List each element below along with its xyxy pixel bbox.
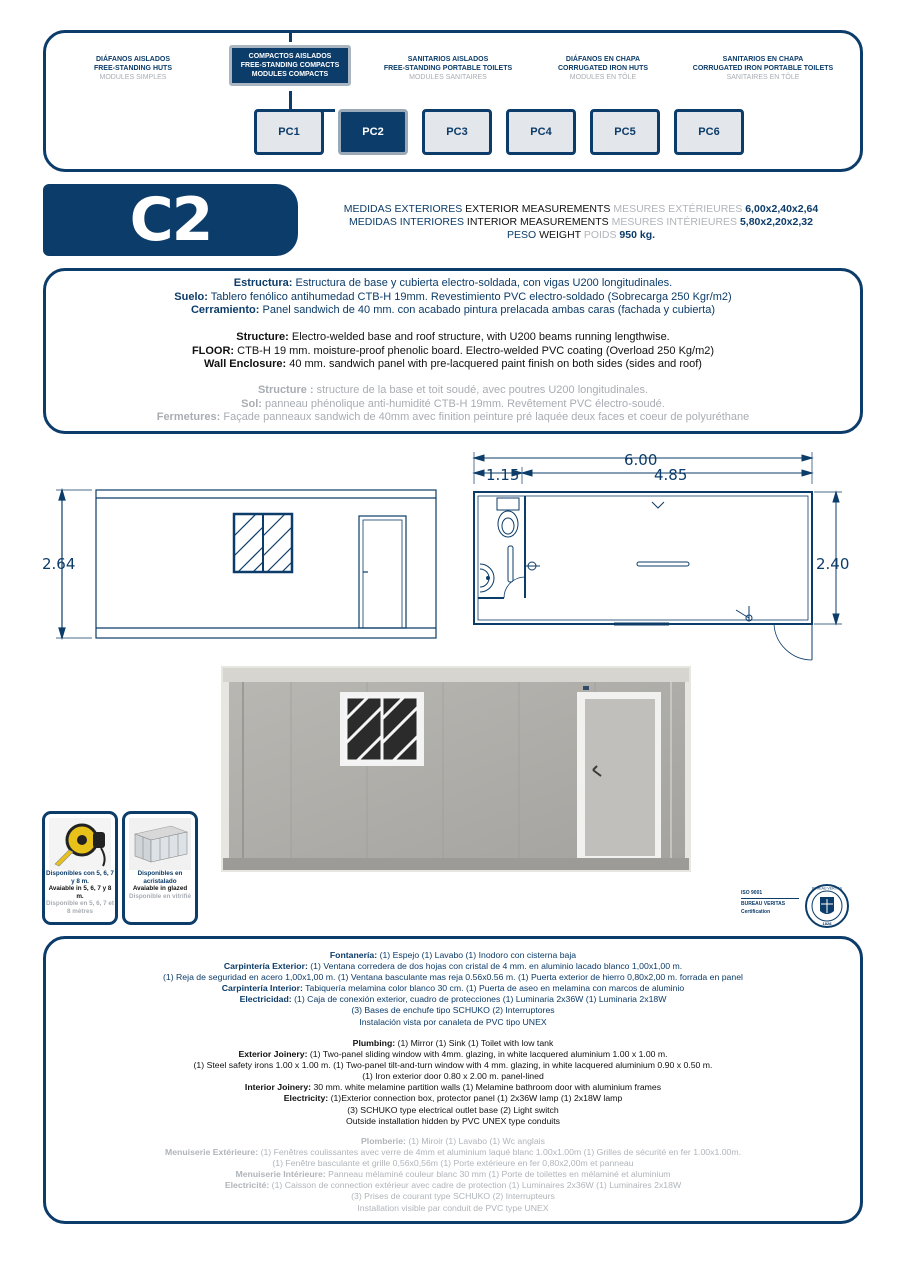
- category-free-standing-toilets[interactable]: SANITARIOS AISLADOS FREE-STANDING PORTABLE TOILETS MODULES SANITAIRES: [383, 56, 513, 81]
- specifications-panel: [43, 936, 863, 1224]
- model-button-pc3[interactable]: PC3: [422, 109, 492, 155]
- model-button-pc4[interactable]: PC4: [506, 109, 576, 155]
- width-dimension-label: 2.40: [816, 555, 850, 573]
- model-code-badge: [43, 184, 298, 256]
- specifications-fr: Plomberie: (1) Miroir (1) Lavabo (1) Wc anglais Menuiserie Extérieure: (1) Fenêtres coulissantes avec verre de 4mm et aluminium laqué blanc 1.00x1.00m (1) Grilles de sécurité en fer 1.00x1.00m. (1) Fenêtre basculante et grille 0,56x0,56m (1) Porte extérieure en fer 0,80x2,00m et panneau Menuiserie Intérieure: Panneau mélaminé couleur blanc 30 mm (1) Porte de toilettes en mélaminé et aluminium Electricité: (1) Caisson de connection extérieur avec cadre de protection (1) Luminaires 2x36W (1) Luminaires 2x18W (3) Prises de courant type SCHUKO (2) Interrupteurs Installation visible par conduit de PVC type UNEX: [164, 1136, 742, 1213]
- nav-connector-bottom: [289, 91, 292, 111]
- model-button-pc5[interactable]: PC5: [590, 109, 660, 155]
- description-en: Structure: Electro-welded base and roof structure, with U200 beams running lengthwise. FLOOR: CTB-H 19 mm. moisture-proof phenolic board. Electro-welded PVC coating (Overload 250 Kg/m2) Wall Enclosure: 40 mm. sandwich panel with pre-lacquered paint finish on both sides (sides and roof): [191, 331, 715, 370]
- description-es: Estructura: Estructura de base y cubierta electro-soldada, con vigas U200 longitudinales. Suelo: Tablero fenólico antihumedad CTB-H 19mm. Revestimiento PVC electro-soldado (Sobrecarga 250 Kgr/m2) Cerramiento: Panel sandwich de 40 mm. con acabado pintura prelacada ambas caras (fachada y cubierta): [174, 277, 732, 316]
- category-corrugated-iron-huts[interactable]: DIÁFANOS EN CHAPA CORRUGATED IRON HUTS MODULES EN TÔLE: [557, 56, 649, 81]
- module-category-nav: [43, 30, 863, 172]
- model-button-pc6[interactable]: PC6: [674, 109, 744, 155]
- iso-certification-logo: [741, 883, 853, 929]
- module-photo: [221, 666, 691, 872]
- certification-label: Certification: [741, 909, 771, 915]
- room-length-label: 4.85: [654, 466, 688, 484]
- length-dimension-label: 6.00: [624, 451, 658, 469]
- height-dimension-label: 2.64: [42, 555, 76, 573]
- specifications-en: Plumbing: (1) Mirror (1) Sink (1) Toilet with low tank Exterior Joinery: (1) Two-panel sliding window with 4mm. glazing, in white lacquered aluminium 1.00 x 1.00 m. (1) Steel safety irons 1.00 x 1.00 m. (1) Two-panel tilt-and-turn window with 4 mm. glazing, in white lacquered aluminium 0.90 x 0.50 m. (1) Iron exterior door 0.80 x 2.00 m. panel-lined Interior Joinery: 30 mm. white melamine partition walls (1) Melamine bathroom door with aluminium frames Electricity: (1)Exterior connection box, protector panel (1) 2x36W lamp (1) 2x18W lamp (3) SCHUKO type electrical outlet base (2) Light switch Outside installation hidden by PVC UNEX type conduits: [193, 1038, 713, 1126]
- model-code: C2: [129, 185, 212, 255]
- floor-plan-drawing: [464, 448, 864, 664]
- front-elevation-drawing: [38, 478, 448, 648]
- bureau-veritas-seal-icon: [803, 883, 851, 929]
- svg-text:1828: 1828: [822, 921, 832, 926]
- measurements-summary: [300, 203, 862, 242]
- toilet-length-label: 1.15: [486, 466, 520, 484]
- svg-text:BUREAU VERITAS: BUREAU VERITAS: [811, 886, 843, 891]
- model-button-pc1[interactable]: PC1: [254, 109, 324, 155]
- category-corrugated-iron-toilets[interactable]: SANITARIOS EN CHAPA CORRUGATED IRON PORTABLE TOILETS SANITAIRES EN TÔLE: [692, 56, 834, 81]
- nav-connector-top: [289, 30, 292, 42]
- certifier-name: BUREAU VERITAS: [741, 901, 786, 907]
- length-options-badge: Disponibles con 5, 6, 7 y 8 m. Avaiable in 5, 6, 7 y 8 m. Disponible en 5, 6, 7 et 8 mètres: [42, 811, 118, 925]
- tape-measure-icon: [49, 818, 111, 870]
- category-free-standing-huts[interactable]: DIÁFANOS AISLADOS FREE-STANDING HUTS MODULES SIMPLES: [93, 56, 173, 81]
- description-panel: [43, 268, 863, 434]
- iso-label: ISO 9001: [741, 890, 763, 896]
- description-fr: Structure : structure de la base et toit soudé, avec poutres U200 longitudinales. Sol: panneau phénolique anti-humidité CTB-H 19mm. Revêtement PVC électro-soudé. Fermetures: Façade panneaux sandwich de 40mm avec finition peinture pré laquée deux faces et coeur de polyuréthane: [156, 384, 750, 423]
- interior-measurements: MEDIDAS INTERIORES INTERIOR MEASUREMENTS MESURES INTÉRIEURES 5,80x2,20x2,32: [349, 216, 813, 228]
- glazed-option-badge: Disponibles en acristalado Avaiable in glazed Disponible en vitrifié: [122, 811, 198, 925]
- weight: PESO WEIGHT POIDS 950 kg.: [506, 229, 656, 241]
- glazed-module-icon: [129, 818, 191, 870]
- specifications-es: Fontanería: (1) Espejo (1) Lavabo (1) Inodoro con cisterna baja Carpintería Exterior: (1) Ventana corredera de dos hojas con cristal de 4 mm. en aluminio lacado blanco 1,00x1,00 m. (1) Reja de seguridad en acero 1,00x1,00 m. (1) Ventana basculante mas reja 0.56x0.56 m. (1) Puerta exterior de hierro 0,80x2,00 m. forrada en panel Carpintería Interior: Tabiquería melamina color blanco 30 cm. (1) Puerta de aseo en melamina con marcos de aluminio Electricidad: (1) Caja de conexión exterior, cuadro de protecciones (1) Luminaria 2x36W (1) Luminaria 2x18W (3) Bases de enchufe tipo SCHUKO (2) Interruptores Instalación vista por canaleta de PVC tipo UNEX: [163, 950, 743, 1027]
- model-button-pc2[interactable]: PC2: [338, 109, 408, 155]
- exterior-measurements: MEDIDAS EXTERIORES EXTERIOR MEASUREMENTS MESURES EXTÉRIEURES 6,00x2,40x2,64: [343, 203, 819, 215]
- category-free-standing-compacts[interactable]: COMPACTOS AISLADOS FREE-STANDING COMPACTS MODULES COMPACTS: [229, 45, 351, 86]
